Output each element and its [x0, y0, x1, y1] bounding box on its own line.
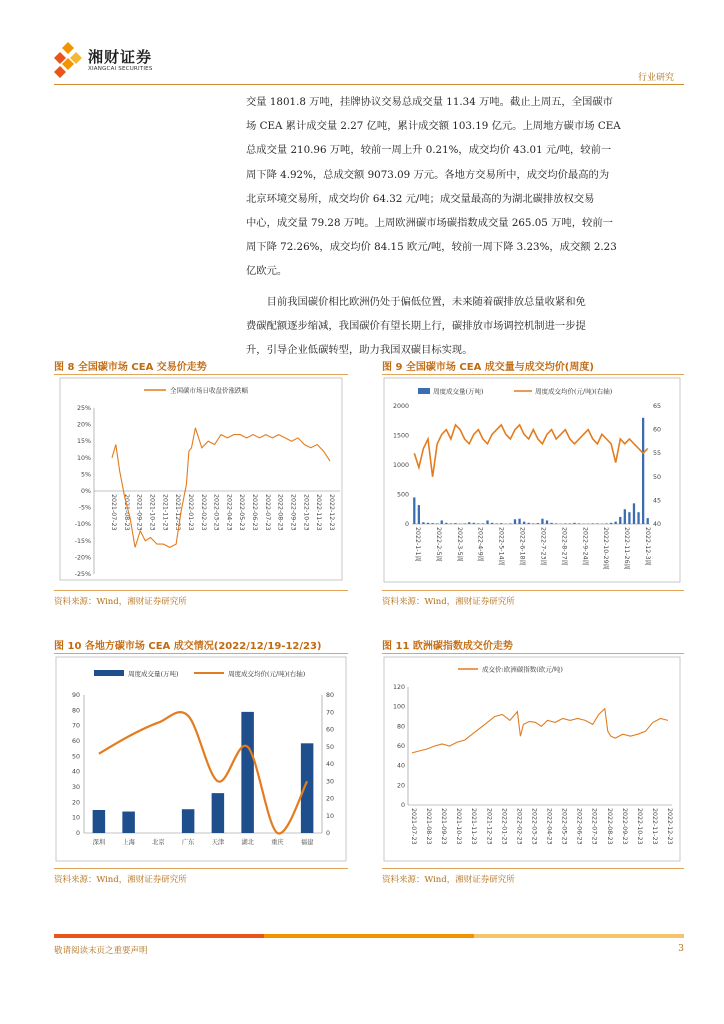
fig11-x-tick-label: 2022-06-23 — [575, 808, 583, 845]
fig9-chart-frame — [384, 378, 680, 582]
header-divider — [54, 84, 684, 85]
fig10-y2-tick-label: 60 — [326, 726, 335, 734]
fig9-bar — [523, 522, 525, 524]
fig8-x-tick-label: 2022-08-23 — [276, 494, 284, 531]
fig11-x-tick-label: 2021-12-23 — [485, 808, 493, 845]
fig9-price-line — [414, 425, 647, 477]
fig10-y-tick-label: 50 — [71, 753, 80, 761]
fig11-x-tick-label: 2022-07-23 — [590, 808, 598, 845]
fig11-y-tick-label: 120 — [392, 684, 405, 691]
fig10-chart — [54, 655, 348, 865]
text-line: 周下降 4.92%，总成交额 9073.09 万元。各地方交易所中，成交均价最高的为 — [246, 168, 610, 181]
fig10-y-tick-label: 30 — [71, 784, 80, 791]
fig8-chart — [54, 376, 348, 586]
fig9-bar — [637, 512, 639, 524]
body-text — [246, 90, 670, 362]
fig9-bar — [496, 523, 498, 524]
fig8-y-tick-label: 0% — [81, 488, 91, 495]
fig9-bar — [624, 509, 626, 524]
fig8-x-tick-label: 2022-12-23 — [328, 494, 335, 531]
fig11-x-tick-label: 2022-02-23 — [515, 808, 523, 845]
fig9-bar — [450, 523, 452, 524]
fig11-x-tick-label: 2022-05-23 — [560, 808, 568, 845]
fig9-bar — [477, 523, 479, 524]
fig9-x-tick-label: 2022-1-1周 — [414, 527, 421, 562]
fig9-y-tick-label: 2000 — [392, 403, 409, 410]
fig9-bar — [473, 523, 475, 524]
fig11-chart — [382, 655, 684, 865]
fig9-bar — [514, 519, 516, 524]
fig9-bar — [431, 523, 433, 524]
fig9-bar — [509, 523, 511, 524]
fig10-y-tick-label: 70 — [71, 722, 80, 730]
fig11-title: 图 11 欧洲碳指数成交价走势 — [382, 641, 513, 652]
paragraph-1 — [246, 90, 670, 284]
fig8-x-tick-label: 2022-02-23 — [199, 494, 207, 531]
fig10-y-tick-label: 60 — [71, 738, 80, 745]
fig9-y-tick-label: 500 — [396, 491, 409, 499]
text-line: 费碳配额逐步缩减，我国碳价有望长期上行，碳排放市场调控机制进一步提 — [246, 319, 586, 332]
fig10-bar — [212, 793, 224, 833]
fig9-x-tick-label: 2022-10-29周 — [602, 527, 610, 570]
fig10-x-tick-label: 湖北 — [241, 839, 254, 846]
fig9-title-rule — [382, 374, 684, 375]
fig10-x-tick-label: 重庆 — [271, 839, 284, 846]
page-number: 3 — [678, 944, 684, 954]
fig9-bar — [436, 523, 438, 524]
fig8-chart-frame — [60, 378, 342, 580]
fig9-x-tick-label: 2022-3-5周 — [455, 527, 463, 562]
fig9-bar — [569, 523, 571, 524]
fig9-x-tick-label: 2022-8-27周 — [560, 527, 568, 566]
fig10-x-tick-label: 福建 — [300, 839, 314, 846]
fig8-y-tick-label: -15% — [74, 537, 91, 545]
fig9-bar — [532, 523, 534, 524]
fig8-x-tick-label: 2022-11-23 — [315, 494, 323, 531]
text-line: 亿欧元。 — [246, 265, 288, 278]
fig11-legend-label: 成交价:欧洲碳指数(欧元/吨) — [482, 665, 563, 674]
xiangcai-logo-icon — [54, 40, 82, 80]
fig9-y-tick-label: 1000 — [392, 462, 409, 469]
fig9-bar — [628, 512, 630, 524]
fig9-bar — [500, 523, 502, 524]
fig9-x-tick-label: 2022-5-14周 — [497, 527, 505, 566]
fig11-x-tick-label: 2022-08-23 — [605, 808, 613, 845]
fig10-y2-tick-label: 40 — [326, 761, 335, 768]
fig9-bar — [422, 522, 424, 524]
fig10-y2-tick-label: 10 — [326, 812, 335, 820]
fig11-x-tick-label: 2021-11-23 — [470, 808, 478, 845]
fig9-bar — [610, 523, 612, 524]
fig8-y-tick-label: -5% — [78, 504, 91, 512]
fig9-title: 图 9 全国碳市场 CEA 成交量与成交均价(周度) — [382, 362, 594, 373]
fig10-source: 资料来源：Wind，湘财证券研究所 — [54, 875, 187, 885]
fig9-x-tick-label: 2022-4-9周 — [476, 527, 484, 562]
fig10-y-tick-label: 10 — [71, 814, 80, 822]
fig9-bar — [541, 519, 543, 524]
fig8-y-tick-label: -20% — [74, 554, 91, 562]
fig9-bar — [555, 523, 557, 524]
fig9-y2-tick-label: 40 — [653, 521, 662, 528]
fig9-bar — [615, 522, 617, 524]
fig8-x-tick-label: 2022-03-23 — [212, 494, 220, 531]
fig8-x-tick-label: 2022-06-23 — [251, 494, 259, 531]
fig10-legend-bar-label: 周度成交量(万吨) — [128, 670, 179, 678]
text-line: 场 CEA 累计成交量 2.27 亿吨，累计成交额 103.19 亿元。上周地方碳市场 CEA — [246, 120, 621, 133]
fig9-legend-bar-swatch — [418, 388, 430, 394]
fig8-y-tick-label: 20% — [77, 421, 91, 429]
fig8-x-tick-label: 2022-09-23 — [289, 494, 297, 531]
fig9-bar — [619, 517, 621, 524]
fig10-bar — [182, 809, 194, 833]
fig10-y2-tick-label: 0 — [326, 830, 331, 837]
fig11-x-tick-label: 2022-11-23 — [650, 808, 658, 845]
fig10-bar — [93, 810, 105, 833]
fig9-y2-tick-label: 60 — [653, 426, 662, 434]
fig9-x-tick-label: 2022-11-26周 — [623, 527, 631, 570]
fig10-y-tick-label: 0 — [75, 830, 80, 837]
fig11-y-tick-label: 0 — [400, 802, 405, 809]
fig10-y-tick-label: 20 — [71, 799, 80, 807]
fig10-x-tick-label: 深圳 — [92, 839, 106, 846]
fig11-x-tick-label: 2021-09-23 — [440, 808, 448, 845]
fig10-bar — [301, 743, 313, 833]
fig11-x-tick-label: 2022-09-23 — [620, 808, 628, 845]
fig8-x-tick-label: 2021-12-23 — [174, 494, 182, 531]
text-line: 升，引导企业低碳转型，助力我国双碳目标实现。 — [246, 344, 473, 357]
fig9-legend-bar-label: 周度成交量(万吨) — [433, 387, 484, 396]
fig9-bar — [605, 523, 607, 524]
fig11-y-tick-label: 100 — [392, 703, 405, 711]
fig11-y-tick-label: 40 — [396, 762, 405, 770]
fig10-y2-tick-label: 20 — [326, 795, 335, 803]
fig9-bar — [647, 518, 649, 524]
fig9-bar — [633, 503, 635, 524]
brand-logo — [54, 40, 153, 80]
fig9-y2-tick-label: 65 — [653, 403, 662, 410]
fig10-title-rule — [54, 653, 348, 654]
fig9-bar — [528, 523, 530, 524]
fig10-legend-line-label: 周度成交均价(元/吨)(右轴) — [228, 670, 306, 678]
fig9-bar — [482, 523, 484, 524]
fig10-x-tick-label: 上海 — [122, 839, 135, 846]
fig11-x-tick-label: 2021-10-23 — [455, 808, 463, 845]
fig9-bar — [564, 523, 566, 524]
fig9-bar — [491, 523, 493, 524]
fig8-x-tick-label: 2021-10-23 — [148, 494, 156, 531]
fig9-bar — [592, 523, 594, 524]
fig10-legend-bar-swatch — [94, 670, 124, 676]
fig10-y-tick-label: 40 — [71, 768, 80, 776]
fig10-y2-tick-label: 30 — [326, 778, 335, 786]
brand-name-cn: 湘财证券 — [88, 47, 153, 66]
fig8-y-tick-label: 25% — [77, 405, 91, 412]
fig9-bar — [486, 520, 488, 524]
fig9-bar — [441, 520, 443, 524]
fig8-x-tick-label: 2021-09-23 — [135, 494, 143, 531]
fig8-legend-label: 全国碳市场日收盘价涨跌幅 — [170, 386, 248, 395]
fig11-x-tick-label: 2021-07-23 — [410, 808, 417, 845]
fig9-x-tick-label: 2022-12-3周 — [644, 527, 651, 566]
fig9-bar — [573, 523, 575, 524]
fig9-bar — [546, 520, 548, 524]
fig9-bar — [518, 519, 520, 524]
text-line: 中心，成交量 79.28 万吨。上周欧洲碳市场碳指数成交量 265.05 万吨，较前一 — [246, 217, 613, 230]
fig10-source-rule — [54, 868, 348, 869]
fig11-y-tick-label: 20 — [396, 782, 405, 790]
fig10-bar — [122, 812, 134, 833]
fig11-y-tick-label: 60 — [396, 743, 405, 750]
fig10-bar — [241, 712, 253, 833]
fig8-x-tick-label: 2022-07-23 — [263, 494, 271, 531]
fig11-x-tick-label: 2022-03-23 — [530, 808, 538, 845]
text-line: 周下降 72.26%，成交均价 84.15 欧元/吨，较前一周下降 3.23%，成交额 2.23 — [246, 241, 617, 254]
text-line: 北京环境交易所，成交均价 64.32 元/吨；成交量最高的为湖北碳排放权交易 — [246, 192, 595, 205]
section-label: 行业研究 — [637, 73, 674, 83]
fig8-y-tick-label: -25% — [74, 571, 91, 578]
fig8-x-tick-label: 2021-11-23 — [161, 494, 169, 531]
brand-name-en: XIANGCAI SECURITIES — [88, 65, 153, 72]
fig9-y-tick-label: 0 — [404, 521, 409, 528]
fig8-y-tick-label: 5% — [81, 471, 91, 479]
fig9-bar — [596, 523, 598, 524]
fig8-x-tick-label: 2022-01-23 — [186, 494, 194, 531]
text-line: 总成交量 210.96 万吨，较前一周上升 0.21%，成交均价 43.01 元/吨，较前一 — [246, 144, 612, 157]
fig10-title: 图 10 各地方碳市场 CEA 成交情况(2022/12/19-12/23) — [54, 641, 322, 652]
fig10-x-tick-label: 北京 — [152, 839, 165, 846]
fig9-bar — [468, 522, 470, 524]
fig11-source-rule — [382, 868, 684, 869]
text-line: 目前我国碳价相比欧洲仍处于偏低位置，未来随着碳排放总量收紧和免 — [266, 295, 586, 308]
fig9-y2-tick-label: 45 — [653, 497, 662, 505]
fig9-bar — [413, 497, 415, 524]
fig10-x-tick-label: 天津 — [211, 839, 225, 846]
fig11-source: 资料来源：Wind，湘财证券研究所 — [382, 875, 515, 885]
fig8-title-rule — [54, 374, 348, 375]
fig11-title-rule — [382, 653, 684, 654]
fig9-x-tick-label: 2022-7-23周 — [539, 527, 547, 566]
fig11-series-line — [412, 709, 668, 753]
fig10-y2-tick-label: 80 — [326, 692, 335, 699]
footer-notice: 敬请阅读末页之重要声明 — [54, 946, 148, 956]
fig8-title: 图 8 全国碳市场 CEA 交易价走势 — [54, 362, 207, 373]
fig9-bar — [418, 505, 420, 524]
fig11-x-tick-label: 2021-08-23 — [425, 808, 433, 845]
text-line: 交量 1801.8 万吨，挂牌协议交易总成交量 11.34 万吨。截止上周五，全国碳市 — [246, 96, 613, 108]
fig11-x-tick-label: 2022-01-23 — [500, 808, 508, 845]
fig8-x-tick-label: 2022-10-23 — [302, 494, 310, 531]
fig9-x-tick-label: 2022-6-18周 — [518, 527, 526, 566]
footer-color-bar — [54, 934, 684, 938]
fig9-bar — [642, 418, 644, 524]
fig11-x-tick-label: 2022-10-23 — [635, 808, 643, 845]
fig9-source-rule — [382, 590, 684, 591]
fig11-x-tick-label: 2022-12-23 — [666, 808, 673, 845]
fig9-x-tick-label: 2022-9-24周 — [581, 527, 589, 566]
fig9-y-tick-label: 1500 — [392, 432, 409, 440]
fig10-x-tick-label: 广东 — [181, 839, 195, 846]
fig9-y2-tick-label: 50 — [653, 473, 662, 481]
fig9-bar — [550, 523, 552, 524]
fig9-source: 资料来源：Wind，湘财证券研究所 — [382, 597, 515, 607]
fig9-y2-tick-label: 55 — [653, 450, 662, 458]
fig9-legend-line-label: 周度成交均价(元/吨)(右轴) — [535, 387, 613, 396]
fig10-y-tick-label: 80 — [71, 707, 80, 715]
fig9-bar — [578, 523, 580, 524]
paragraph-2 — [246, 290, 670, 363]
fig9-chart — [382, 376, 684, 586]
fig8-x-tick-label: 2022-04-23 — [225, 494, 233, 531]
fig9-bar — [537, 523, 539, 524]
fig10-y2-tick-label: 50 — [326, 743, 335, 751]
fig8-source-rule — [54, 590, 348, 591]
fig10-y-tick-label: 90 — [71, 692, 80, 699]
fig9-bar — [445, 523, 447, 524]
fig8-x-tick-label: 2021-08-23 — [122, 494, 130, 531]
fig10-y2-tick-label: 70 — [326, 709, 335, 717]
page-header — [40, 36, 684, 86]
fig11-x-tick-label: 2022-04-23 — [545, 808, 553, 845]
fig8-y-tick-label: 15% — [77, 438, 91, 446]
fig8-y-tick-label: -10% — [74, 521, 91, 529]
fig11-y-tick-label: 80 — [396, 723, 405, 731]
fig9-x-tick-label: 2022-2-5周 — [434, 527, 442, 562]
fig8-x-tick-label: 2022-05-23 — [238, 494, 246, 531]
fig8-y-tick-label: 10% — [77, 454, 91, 462]
fig9-bar — [463, 523, 465, 524]
fig9-bar — [427, 523, 429, 524]
fig8-x-tick-label: 2021-07-23 — [110, 494, 117, 531]
fig9-bar — [454, 523, 456, 524]
fig8-source: 资料来源：Wind，湘财证券研究所 — [54, 597, 187, 607]
